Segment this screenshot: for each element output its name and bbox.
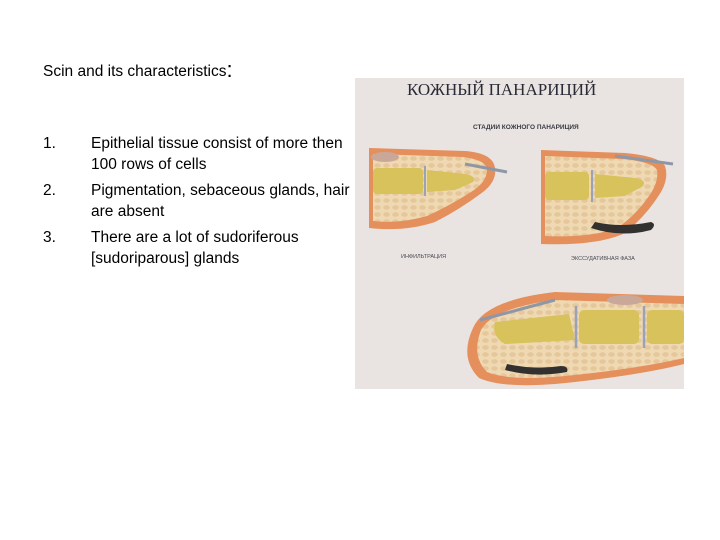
list-item [43, 133, 353, 175]
figure-label-right: ЭКССУДАТИВНАЯ ФАЗА [571, 256, 635, 262]
figure-subheading: СТАДИИ КОЖНОГО ПАНАРИЦИЯ [473, 124, 579, 131]
finger-bottom [467, 292, 684, 385]
finger-top-left [369, 148, 507, 229]
list-item-text: Epithelial tissue consist of more then 100 rows of cells [91, 135, 343, 173]
list-item-number: 3. [43, 229, 56, 246]
list-item [43, 227, 353, 269]
slide-title-text: Scin and its characteristics [43, 63, 227, 80]
figure-heading: КОЖНЫЙ ПАНАРИЦИЙ [407, 80, 597, 99]
list-item-text: Pigmentation, sebaceous glands, hair are absent [91, 182, 350, 220]
list-item-number: 1. [43, 135, 56, 152]
figure-label-left: ИНФИЛЬТРАЦИЯ [401, 254, 447, 260]
panaritium-illustration [355, 78, 684, 389]
slide-title [43, 57, 233, 82]
characteristics-list [43, 133, 353, 274]
list-item [43, 180, 353, 222]
slide-title-colon: : [226, 57, 233, 82]
illustration-svg [355, 78, 684, 389]
list-item-number: 2. [43, 182, 56, 199]
list-item-text: There are a lot of sudoriferous [sudoriparous] glands [91, 229, 299, 267]
finger-top-right [541, 150, 673, 244]
